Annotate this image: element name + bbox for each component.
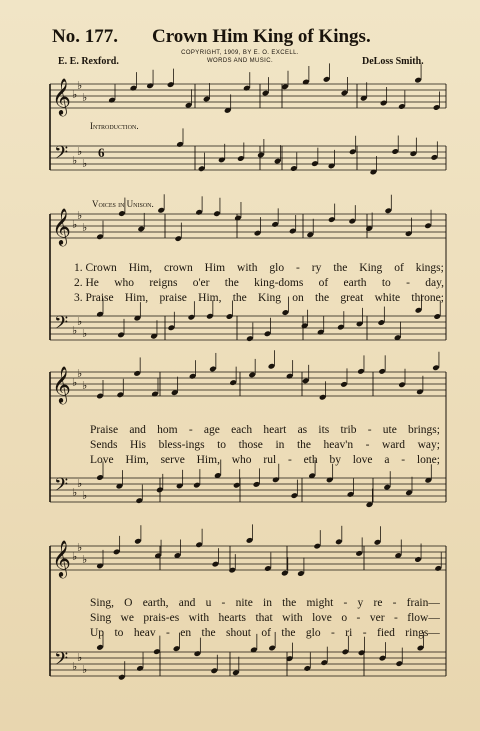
lyric-syllable: to — [381, 277, 391, 289]
flat-icon: ♭ — [72, 324, 78, 337]
lyric-syllable: love — [312, 612, 332, 624]
lyric-syllable: day, — [425, 277, 444, 289]
lyric-syllable: Sing, — [90, 597, 114, 609]
lyric-syllable: prais-es — [143, 612, 180, 624]
time-signature: 6 — [98, 145, 105, 160]
treble-clef-icon: 𝄞 — [52, 207, 71, 245]
lyric-syllable: - — [356, 612, 361, 624]
lyricist: E. E. Rexford. — [58, 56, 119, 67]
lyric-syllable: praise — [159, 292, 187, 304]
lyric-syllable: hearts — [218, 612, 247, 624]
lyric-syllable: the — [201, 627, 216, 639]
lyric-syllable: throne; — [411, 292, 444, 304]
lyric-syllable: re — [373, 597, 383, 609]
flat-icon: ♭ — [77, 315, 83, 328]
lyric-line — [90, 612, 440, 624]
lyric-syllable: 2. He — [74, 277, 99, 289]
flat-icon: ♭ — [82, 379, 88, 392]
lyric-syllable: of — [261, 627, 271, 639]
lyric-syllable: Love — [90, 454, 114, 466]
flat-icon: ♭ — [72, 550, 78, 563]
lyric-syllable: shout — [226, 627, 251, 639]
lyric-syllable: the — [224, 277, 239, 289]
lyric-line — [90, 627, 440, 639]
lyric-syllable: heav — [133, 627, 156, 639]
lyric-syllable: ver — [369, 612, 385, 624]
lyric-syllable: Up — [90, 627, 105, 639]
lyric-syllable: - — [221, 597, 226, 609]
lyric-line — [74, 292, 444, 304]
flat-icon: ♭ — [77, 209, 83, 222]
lyric-syllable: with — [282, 612, 303, 624]
lyric-syllable: - — [362, 627, 367, 639]
bass-clef-icon: 𝄢 — [54, 649, 69, 674]
flat-icon: ♭ — [82, 91, 88, 104]
composer: DeLoss Smith. — [362, 56, 424, 67]
lyric-syllable: reigns — [149, 277, 178, 289]
lyric-syllable: - — [393, 612, 398, 624]
flat-icon: ♭ — [72, 154, 78, 167]
lyric-line — [90, 424, 440, 436]
flat-icon: ♭ — [82, 157, 88, 170]
lyric-syllable: Him, — [198, 292, 222, 304]
lyric-syllable: way; — [417, 439, 440, 451]
lyric-syllable: the — [282, 597, 297, 609]
lyric-syllable: Him, — [124, 292, 149, 304]
lyric-syllable: the — [281, 627, 296, 639]
lyric-syllable: the — [232, 292, 247, 304]
lyric-syllable: Him — [204, 262, 226, 274]
lyric-syllable: y — [357, 597, 364, 609]
lyric-syllable: - — [287, 454, 292, 466]
treble-clef-icon: 𝄞 — [52, 539, 71, 577]
lyric-syllable: flow— — [407, 612, 440, 624]
lyric-syllable: each — [231, 424, 253, 436]
lyric-syllable: - — [188, 424, 193, 436]
lyric-syllable: King — [359, 262, 383, 274]
lyric-syllable: nite — [235, 597, 253, 609]
introduction-label: Introduction. — [90, 121, 139, 131]
lyric-syllable: trib — [340, 424, 357, 436]
flat-icon: ♭ — [77, 651, 83, 664]
lyric-syllable: rings— — [405, 627, 440, 639]
flat-icon: ♭ — [72, 376, 78, 389]
flat-icon: ♭ — [77, 79, 83, 92]
lyric-syllable: Him, — [196, 454, 220, 466]
bass-clef-icon: 𝄢 — [54, 475, 69, 500]
lyric-syllable: King — [258, 292, 282, 304]
lyric-syllable: heav'n — [323, 439, 354, 451]
voices-label: Voices in Unison. — [92, 199, 154, 209]
bass-clef-icon: 𝄢 — [54, 313, 69, 338]
lyric-syllable: with — [237, 262, 258, 274]
lyric-syllable: with — [188, 612, 210, 624]
lyric-syllable: to — [114, 627, 124, 639]
lyric-syllable: eth — [303, 454, 318, 466]
lyric-syllable: glo — [269, 262, 285, 274]
lyric-syllable: king-doms — [254, 277, 304, 289]
lyric-syllable: 1. Crown — [74, 262, 117, 274]
lyric-syllable: His — [130, 439, 147, 451]
lyric-syllable: and — [178, 597, 196, 609]
lyric-syllable: - — [343, 597, 348, 609]
lyric-syllable: fied — [376, 627, 395, 639]
lyric-syllable: bless-ings — [158, 439, 205, 451]
flat-icon: ♭ — [82, 663, 88, 676]
lyric-syllable: - — [406, 277, 410, 289]
lyric-syllable: a — [384, 454, 390, 466]
lyric-syllable: in — [263, 597, 272, 609]
lyric-syllable: - — [367, 424, 372, 436]
lyric-syllable: as — [297, 424, 308, 436]
lyric-syllable: en — [180, 627, 192, 639]
lyric-syllable: ry — [311, 262, 322, 274]
lyric-syllable: great — [340, 292, 364, 304]
lyric-syllable: love — [352, 454, 373, 466]
lyric-syllable: glo — [305, 627, 321, 639]
lyric-syllable: - — [331, 627, 335, 639]
lyric-syllable: ri — [345, 627, 353, 639]
flat-icon: ♭ — [82, 553, 88, 566]
lyric-line — [74, 277, 444, 289]
lyric-syllable: heart — [263, 424, 287, 436]
words-and-music-note: WORDS AND MUSIC. — [206, 58, 274, 64]
flat-icon: ♭ — [72, 88, 78, 101]
lyric-syllable: of — [318, 277, 329, 289]
lyric-syllable: who — [231, 454, 252, 466]
lyric-syllable: ute — [382, 424, 397, 436]
lyric-syllable: might — [306, 597, 334, 609]
copyright-notice: COPYRIGHT, 1909, BY E. O. EXCELL. — [181, 50, 299, 56]
hymn-number: No. 177. — [52, 26, 118, 47]
lyric-syllable: ward — [382, 439, 406, 451]
lyric-syllable: 3. Praise — [74, 292, 114, 304]
lyric-syllable: Him, — [125, 454, 149, 466]
lyric-line — [90, 454, 440, 466]
lyric-line — [90, 597, 440, 609]
lyric-syllable: its — [318, 424, 330, 436]
lyric-syllable: Him, — [128, 262, 153, 274]
lyric-syllable: crown — [163, 262, 193, 274]
lyric-syllable: o'er — [192, 277, 210, 289]
lyric-syllable: brings; — [408, 424, 440, 436]
flat-icon: ♭ — [77, 541, 83, 554]
lyric-syllable: white — [374, 292, 401, 304]
flat-icon: ♭ — [77, 367, 83, 380]
lyric-syllable: of — [394, 262, 404, 274]
lyric-syllable: hom — [157, 424, 178, 436]
lyric-line — [74, 262, 444, 274]
lyric-syllable: we — [120, 612, 134, 624]
lyric-syllable: rul — [263, 454, 277, 466]
flat-icon: ♭ — [82, 489, 88, 502]
treble-clef-icon: 𝄞 — [52, 365, 71, 403]
lyric-syllable: Praise — [90, 424, 119, 436]
lyric-syllable: o — [341, 612, 348, 624]
lyric-syllable: and — [129, 424, 146, 436]
lyric-syllable: the — [296, 439, 311, 451]
lyric-line — [90, 439, 440, 451]
treble-clef-icon: 𝄞 — [52, 77, 71, 115]
lyric-syllable: Sing — [90, 612, 112, 624]
lyric-syllable: that — [255, 612, 273, 624]
lyric-syllable: the — [315, 292, 330, 304]
lyric-syllable: - — [166, 627, 170, 639]
lyric-syllable: - — [365, 439, 370, 451]
lyric-syllable: frain— — [406, 597, 440, 609]
flat-icon: ♭ — [72, 660, 78, 673]
lyric-syllable: the — [333, 262, 348, 274]
flat-icon: ♭ — [82, 327, 88, 340]
lyric-syllable: O — [124, 597, 133, 609]
bass-clef-icon: 𝄢 — [54, 143, 69, 168]
lyric-syllable: who — [114, 277, 135, 289]
lyric-syllable: in — [275, 439, 285, 451]
lyric-syllable: - — [392, 597, 397, 609]
lyric-syllable: Sends — [90, 439, 118, 451]
lyric-syllable: - — [296, 262, 300, 274]
lyric-syllable: u — [205, 597, 212, 609]
hymn-title: Crown Him King of Kings. — [152, 26, 371, 47]
flat-icon: ♭ — [72, 486, 78, 499]
flat-icon: ♭ — [82, 221, 88, 234]
lyric-syllable: by — [329, 454, 341, 466]
flat-icon: ♭ — [77, 477, 83, 490]
lyric-syllable: those — [238, 439, 263, 451]
lyric-syllable: earth, — [142, 597, 169, 609]
lyric-syllable: kings; — [415, 262, 444, 274]
flat-icon: ♭ — [77, 145, 83, 158]
lyric-syllable: serve — [160, 454, 185, 466]
lyric-syllable: to — [217, 439, 227, 451]
flat-icon: ♭ — [72, 218, 78, 231]
lyric-syllable: on — [292, 292, 304, 304]
lyric-syllable: earth — [343, 277, 367, 289]
lyric-syllable: age — [203, 424, 220, 436]
lyric-syllable: - — [401, 454, 406, 466]
lyric-syllable: lone; — [416, 454, 440, 466]
